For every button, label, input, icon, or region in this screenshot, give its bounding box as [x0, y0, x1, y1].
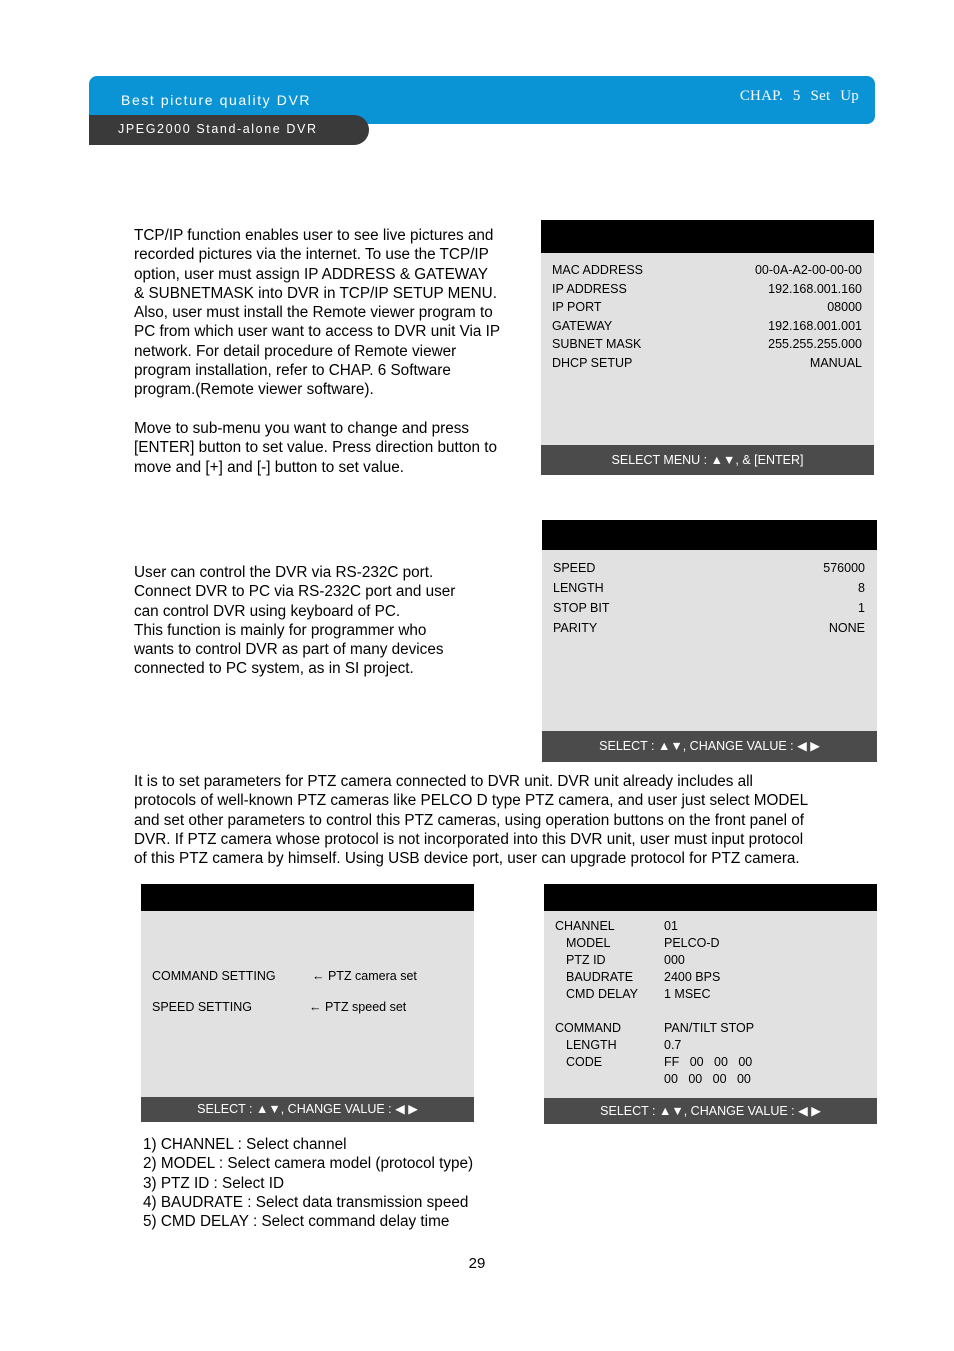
tcpip-setting-row[interactable]: [552, 280, 862, 299]
tcpip-settings-list: [552, 261, 862, 372]
text-line: TCP/IP function enables user to see live pictures and: [134, 227, 494, 244]
tcpip-setting-row[interactable]: [552, 354, 862, 373]
setting-label: STOP BIT: [553, 601, 610, 615]
text-line: connected to PC system, as in SI project.: [134, 660, 414, 678]
ptz-detail-panel: [544, 884, 877, 1124]
setting-value: MANUAL: [809, 355, 862, 370]
setting-value: PELCO-D: [664, 936, 720, 950]
text-line: & SUBNETMASK into DVR in TCP/IP SETUP MENU.: [134, 284, 497, 302]
text-line: recorded pictures via the internet. To use the TCP/IP: [134, 246, 489, 264]
text-line: protocols of well-known PTZ cameras like PELCO D type PTZ camera, and user just select MODEL: [134, 792, 809, 810]
rs232-setup-panel: [542, 520, 877, 762]
text-line: network. For detail procedure of Remote viewer: [134, 342, 457, 360]
ptz-detail-row[interactable]: [555, 1054, 867, 1071]
setting-value: 1: [858, 601, 865, 615]
ptz-menu-footer: SELECT : ▲▼, CHANGE VALUE : ◀ ▶: [141, 1097, 474, 1122]
ptz-detail-row[interactable]: [555, 935, 867, 952]
ptz-detail-row[interactable]: [555, 952, 867, 969]
chapter-label: CHAP. 5 Set Up: [739, 88, 859, 104]
setting-label: CHANNEL: [555, 919, 615, 933]
setting-value: 8: [858, 581, 865, 595]
rs232-setting-row[interactable]: [553, 618, 865, 638]
header-subtitle-tab: [89, 115, 369, 145]
setting-label: COMMAND: [555, 1021, 621, 1035]
ptz-description: [134, 772, 854, 868]
ptz-detail-row[interactable]: [555, 1020, 867, 1037]
header-title: Best picture quality DVR: [121, 92, 312, 108]
setting-value: 08000: [827, 300, 862, 314]
text-line: PC from which user want to access to DVR unit Via IP: [134, 323, 501, 341]
setting-value: PAN/TILT STOP: [664, 1021, 755, 1035]
rs232-description: [134, 563, 494, 679]
setting-value: 01: [664, 919, 678, 933]
text-line: This function is mainly for programmer who: [134, 621, 427, 639]
menu-item-note: ← PTZ camera set: [312, 969, 417, 983]
tcpip-setting-row[interactable]: [552, 335, 862, 354]
ptz-menu-item[interactable]: [152, 1000, 464, 1031]
menu-item-note: ← PTZ speed set: [309, 1000, 407, 1014]
text-line: wants to control DVR as part of many devices: [134, 641, 444, 659]
text-line: and set other parameters to control this PTZ cameras, using operation buttons on the front panel of: [134, 811, 805, 829]
setting-label: SPEED: [553, 561, 596, 575]
tcpip-setting-row[interactable]: [552, 298, 862, 317]
text-line: Move to sub-menu you want to change and press: [134, 419, 470, 437]
list-item: 1) CHANNEL : Select channel: [143, 1136, 347, 1153]
setting-value: 255.255.255.000: [768, 337, 862, 351]
rs232-panel-footer: SELECT : ▲▼, CHANGE VALUE : ◀ ▶: [542, 731, 877, 762]
tcpip-panel-footer: SELECT MENU : ▲▼, & [ENTER]: [541, 445, 874, 475]
setting-label: LENGTH: [553, 581, 604, 595]
text-line: It is to set parameters for PTZ camera connected to DVR unit. DVR unit already includes all: [134, 773, 753, 790]
panel-title-bar: [541, 220, 874, 253]
rs232-settings-list: [553, 558, 865, 638]
setting-value: 00 00 00 00: [664, 1072, 751, 1086]
text-line: [ENTER] button to set value. Press direction button to: [134, 439, 498, 457]
menu-item-label: COMMAND SETTING: [152, 969, 276, 983]
setting-value: 0.7: [664, 1038, 682, 1052]
rs232-setting-row[interactable]: [553, 578, 865, 598]
list-item: 2) MODEL : Select camera model (protocol type): [143, 1155, 474, 1173]
setting-label: MODEL: [566, 936, 611, 950]
text-line: program installation, refer to CHAP. 6 Software: [134, 362, 451, 380]
setting-value: FF 00 00 00: [664, 1055, 753, 1069]
setting-value: NONE: [828, 621, 865, 635]
setting-label: [555, 1071, 664, 1088]
setting-label: IP ADDRESS: [552, 281, 627, 296]
ptz-menu-panel: [141, 884, 474, 1122]
tcpip-paragraph-1: [134, 226, 534, 400]
tcpip-setting-row[interactable]: [552, 317, 862, 336]
list-item: 3) PTZ ID : Select ID: [143, 1174, 285, 1192]
setting-label: MAC ADDRESS: [552, 263, 643, 277]
text-line: Connect DVR to PC via RS-232C port and user: [134, 583, 456, 601]
setting-label: PTZ ID: [566, 953, 606, 967]
setting-value: 00-0A-A2-00-00-00: [754, 263, 862, 277]
setting-label: IP PORT: [552, 300, 602, 314]
setting-label: [555, 1003, 664, 1020]
setting-label: LENGTH: [566, 1038, 617, 1052]
ptz-menu-item[interactable]: [152, 969, 464, 1000]
setting-label: SUBNET MASK: [552, 337, 642, 351]
ptz-detail-row[interactable]: [555, 1071, 867, 1088]
panel-title-bar: [542, 520, 877, 550]
text-line: User can control the DVR via RS-232C port.: [134, 564, 434, 581]
page-number: 29: [468, 1255, 486, 1272]
rs232-setting-row[interactable]: [553, 558, 865, 578]
setting-value: 000: [664, 953, 685, 967]
setting-value: 192.168.001.160: [768, 281, 862, 296]
setting-label: PARITY: [553, 621, 598, 635]
text-line: program.(Remote viewer software).: [134, 381, 374, 399]
setting-label: GATEWAY: [552, 318, 613, 333]
setting-label: CODE: [566, 1055, 603, 1069]
setting-value: 2400 BPS: [664, 970, 721, 984]
header-subtitle: JPEG2000 Stand-alone DVR: [118, 122, 318, 136]
panel-title-bar: [141, 884, 474, 911]
text-line: can control DVR using keyboard of PC.: [134, 602, 401, 620]
tcpip-description: [134, 226, 534, 477]
rs232-setting-row[interactable]: [553, 598, 865, 618]
setting-label: CMD DELAY: [566, 987, 639, 1001]
text-line: option, user must assign IP ADDRESS & GATEWAY: [134, 265, 488, 283]
ptz-field-list: [143, 1135, 473, 1231]
setting-label: BAUDRATE: [566, 970, 634, 984]
text-line: Also, user must install the Remote viewer program to: [134, 304, 493, 322]
setting-value: 576000: [823, 561, 865, 575]
setting-value: 192.168.001.001: [768, 318, 862, 333]
ptz-detail-row[interactable]: [555, 1037, 867, 1054]
ptz-detail-row[interactable]: [555, 986, 867, 1003]
tcpip-setting-row[interactable]: [552, 261, 862, 280]
list-item: 4) BAUDRATE : Select data transmission speed: [143, 1193, 469, 1211]
text-line: move and [+] and [-] button to set value.: [134, 458, 404, 476]
text-line: DVR. If PTZ camera whose protocol is not incorporated into this DVR unit, user must input protocol: [134, 830, 804, 848]
tcpip-paragraph-2: [134, 419, 534, 477]
ptz-detail-row[interactable]: [555, 969, 867, 986]
text-line: of this PTZ camera by himself. Using USB device port, user can upgrade protocol for PTZ camera.: [134, 850, 800, 868]
ptz-detail-row[interactable]: [555, 1003, 867, 1020]
ptz-detail-footer: SELECT : ▲▼, CHANGE VALUE : ◀ ▶: [544, 1098, 877, 1124]
setting-label: DHCP SETUP: [552, 355, 633, 370]
tcpip-setup-panel: [541, 220, 874, 475]
setting-value: 1 MSEC: [664, 987, 711, 1001]
ptz-menu-list: [152, 969, 464, 1031]
list-item: 5) CMD DELAY : Select command delay time: [143, 1213, 450, 1231]
ptz-detail-list: [555, 918, 867, 1088]
panel-title-bar: [544, 884, 877, 911]
menu-item-label: SPEED SETTING: [152, 1000, 253, 1014]
ptz-detail-row[interactable]: [555, 918, 867, 935]
